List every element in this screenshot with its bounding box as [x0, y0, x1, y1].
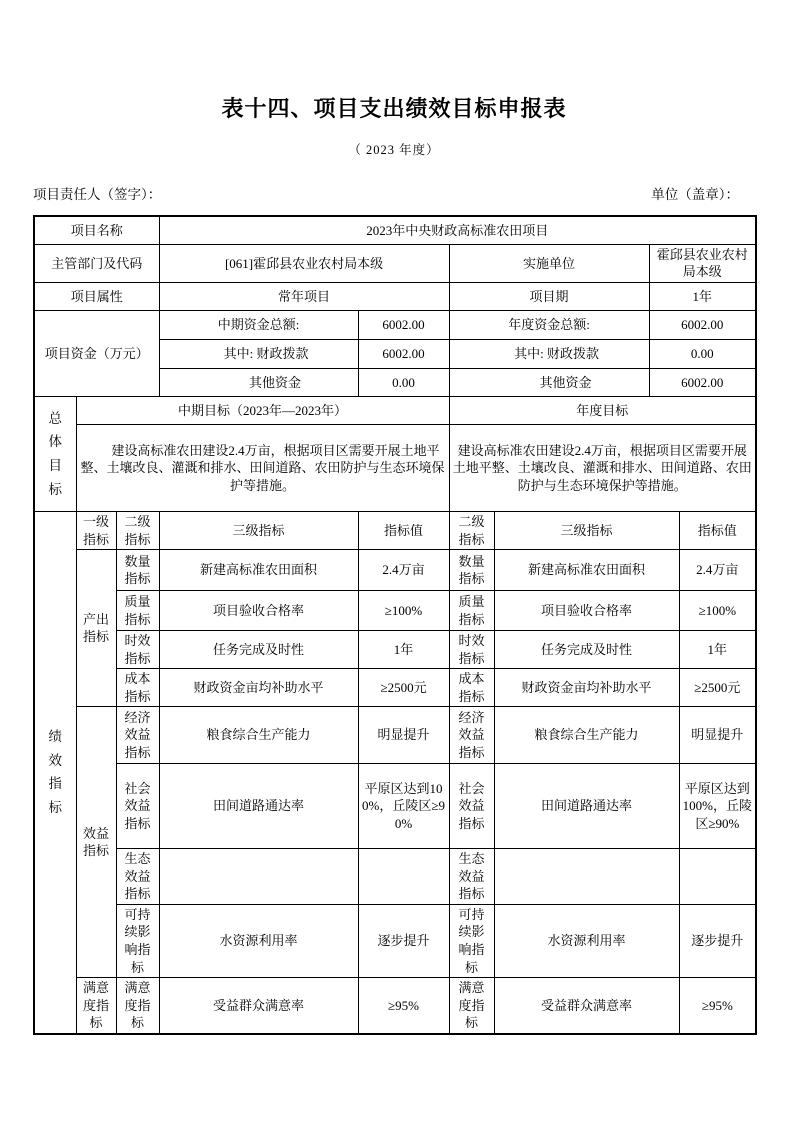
performance-label: [34, 511, 76, 1033]
level2-mid: 生态效益指标: [116, 849, 159, 905]
header-value-mid: 指标值: [358, 511, 449, 549]
value-year: ≥2500元: [679, 669, 756, 707]
level3-mid: 水资源利用率: [159, 904, 358, 977]
impl-unit-label: 实施单位: [449, 244, 649, 282]
level3-year: 项目验收合格率: [494, 591, 679, 631]
value-mid: 明显提升: [358, 707, 449, 764]
level3-year: [494, 849, 679, 905]
value-mid: [358, 849, 449, 905]
table-row: [34, 707, 756, 764]
funds-year-other-label: 其他资金: [449, 368, 649, 396]
header-level2-year: 二级指标: [449, 511, 494, 549]
funds-year-fiscal-label: 其中: 财政拨款: [449, 339, 649, 368]
table-row: [34, 849, 756, 905]
level3-mid: 项目验收合格率: [159, 591, 358, 631]
level2-year: 生态效益指标: [449, 849, 494, 905]
table-row: [34, 904, 756, 977]
level2-year: 数量指标: [449, 550, 494, 591]
table-row: [34, 764, 756, 849]
level2-mid: 可持续影响指标: [116, 904, 159, 977]
table-row: [34, 669, 756, 707]
funds-mid-other-label: 其他资金: [159, 368, 358, 396]
value-year: 明显提升: [679, 707, 756, 764]
level2-year: 社会效益指标: [449, 764, 494, 849]
overall-goal-label: [34, 396, 76, 511]
level3-year: 受益群众满意率: [494, 978, 679, 1034]
level1-benefit: 效益指标: [76, 707, 116, 978]
level2-mid: 时效指标: [116, 631, 159, 669]
value-year: [679, 849, 756, 905]
annual-goal-header: 年度目标: [449, 396, 756, 424]
header-level3-year: 三级指标: [494, 511, 679, 549]
table-row: [34, 244, 756, 282]
page-subtitle: （ 2023 年度）: [348, 143, 440, 158]
value-mid: 平原区达到100%，丘陵区≥90%: [358, 764, 449, 849]
level3-mid: 田间道路通达率: [159, 764, 358, 849]
level3-year: 粮食综合生产能力: [494, 707, 679, 764]
level2-mid: 社会效益指标: [116, 764, 159, 849]
level3-mid: 粮食综合生产能力: [159, 707, 358, 764]
signature-row: [33, 183, 755, 203]
level2-year: 成本指标: [449, 669, 494, 707]
table-row: [34, 511, 756, 549]
funds-mid-fiscal-value: 6002.00: [358, 339, 449, 368]
value-mid: ≥2500元: [358, 669, 449, 707]
level2-year: 经济效益指标: [449, 707, 494, 764]
level2-year: 满意度指标: [449, 978, 494, 1034]
signer-label: 项目责任人（签字）：: [33, 187, 162, 203]
impl-unit-value: 霍邱县农业农村局本级: [649, 244, 756, 282]
project-name-label: 项目名称: [34, 216, 159, 244]
dept-label: 主管部门及代码: [34, 244, 159, 282]
page-title: 表十四、项目支出绩效目标申报表: [221, 96, 567, 121]
level2-mid: 满意度指标: [116, 978, 159, 1034]
table-row: [34, 310, 756, 339]
attr-label: 项目属性: [34, 282, 159, 310]
level3-year: 田间道路通达率: [494, 764, 679, 849]
level3-mid: 任务完成及时性: [159, 631, 358, 669]
level2-year: 质量指标: [449, 591, 494, 631]
attr-value: 常年项目: [159, 282, 449, 310]
funds-mid-total-label: 中期资金总额:: [159, 310, 358, 339]
level2-year: 时效指标: [449, 631, 494, 669]
funds-year-total-label: 年度资金总额:: [449, 310, 649, 339]
period-value: 1年: [649, 282, 756, 310]
table-row: [34, 216, 756, 244]
level3-year: 任务完成及时性: [494, 631, 679, 669]
value-year: ≥95%: [679, 978, 756, 1034]
funds-year-total-value: 6002.00: [649, 310, 756, 339]
value-year: ≥100%: [679, 591, 756, 631]
value-mid: 2.4万亩: [358, 550, 449, 591]
project-name-value: 2023年中央财政高标准农田项目: [159, 216, 756, 244]
header-level3-mid: 三级指标: [159, 511, 358, 549]
table-row: [34, 631, 756, 669]
dept-value: [061]霍邱县农业农村局本级: [159, 244, 449, 282]
level3-year: 新建高标准农田面积: [494, 550, 679, 591]
value-year: 逐步提升: [679, 904, 756, 977]
funds-year-other-value: 6002.00: [649, 368, 756, 396]
level1-output: 产出指标: [76, 550, 116, 707]
header-level1: 一级指标: [76, 511, 116, 549]
mid-goal-header: 中期目标（2023年—2023年）: [76, 396, 449, 424]
level3-year: 水资源利用率: [494, 904, 679, 977]
level3-mid: [159, 849, 358, 905]
value-mid: ≥95%: [358, 978, 449, 1034]
value-mid: 逐步提升: [358, 904, 449, 977]
level3-year: 财政资金亩均补助水平: [494, 669, 679, 707]
level1-satisfaction: 满意度指标: [76, 978, 116, 1034]
period-label: 项目期: [449, 282, 649, 310]
overall-goal-vertical-text: 总体目标: [48, 410, 62, 497]
level2-mid: 数量指标: [116, 550, 159, 591]
value-year: 平原区达到100%，丘陵区≥90%: [679, 764, 756, 849]
level2-mid: 成本指标: [116, 669, 159, 707]
declaration-table: [33, 215, 757, 1034]
table-row: [34, 424, 756, 511]
funds-mid-other-value: 0.00: [358, 368, 449, 396]
unit-seal-label: 单位（盖章）：: [651, 187, 739, 203]
level2-year: 可持续影响指标: [449, 904, 494, 977]
mid-goal-text: 建设高标准农田建设2.4万亩，根据项目区需要开展土地平整、土壤改良、灌溉和排水、田间道路、农田防护与生态环境保护等措施。: [76, 424, 449, 511]
level2-mid: 经济效益指标: [116, 707, 159, 764]
funds-mid-fiscal-label: 其中: 财政拨款: [159, 339, 358, 368]
level3-mid: 新建高标准农田面积: [159, 550, 358, 591]
table-row: [34, 978, 756, 1034]
header-level2-mid: 二级指标: [116, 511, 159, 549]
level3-mid: 财政资金亩均补助水平: [159, 669, 358, 707]
header-value-year: 指标值: [679, 511, 756, 549]
table-row: [34, 282, 756, 310]
table-row: [34, 591, 756, 631]
performance-vertical-text: 绩效指标: [48, 729, 62, 815]
level2-mid: 质量指标: [116, 591, 159, 631]
table-row: [34, 550, 756, 591]
annual-goal-text: 建设高标准农田建设2.4万亩，根据项目区需要开展土地平整、土壤改良、灌溉和排水、田间道路、农田防护与生态环境保护等措施。: [449, 424, 756, 511]
funds-year-fiscal-value: 0.00: [649, 339, 756, 368]
funds-mid-total-value: 6002.00: [358, 310, 449, 339]
value-mid: 1年: [358, 631, 449, 669]
level3-mid: 受益群众满意率: [159, 978, 358, 1034]
value-year: 1年: [679, 631, 756, 669]
funds-label: 项目资金（万元）: [34, 310, 159, 396]
value-year: 2.4万亩: [679, 550, 756, 591]
value-mid: ≥100%: [358, 591, 449, 631]
table-row: [34, 396, 756, 424]
